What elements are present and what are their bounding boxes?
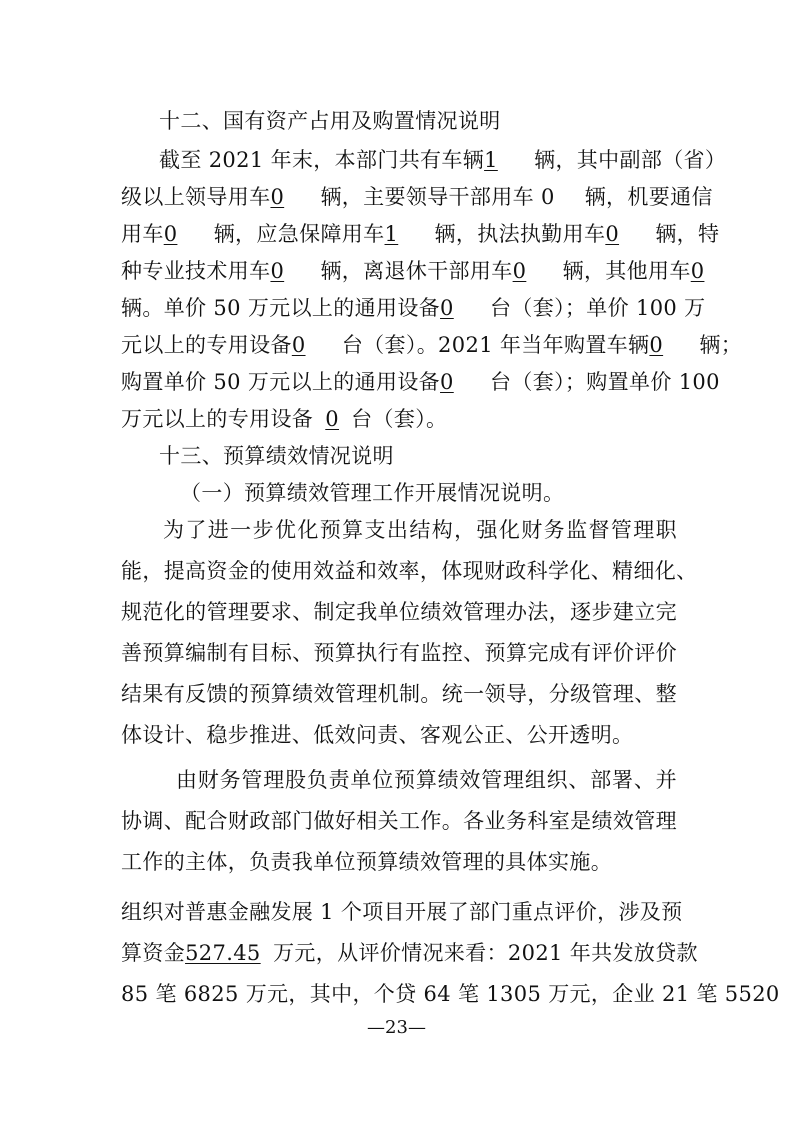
section-12-line-3 [121,219,720,249]
text: 辆，主要领导干部用车 0 [320,185,555,209]
text: 台（套）；购置单价 100 [490,370,720,394]
underlined-value: 0 [512,259,527,283]
underlined-value: 1 [484,148,498,172]
paragraph-3-line-2 [121,938,698,968]
paragraph-2-line-1: 由财务管理股负责单位预算绩效管理组织、部署、并 [176,768,677,792]
subheading-text: （一）预算绩效管理工作开展情况说明。 [180,481,565,505]
paragraph-1-line-4: 善预算编制有目标、预算执行有监控、预算完成有评价评价 [121,641,677,665]
section-13-heading [159,441,715,471]
paragraph-2-line-3: 工作的主体，负责我单位预算绩效管理的具体实施。 [121,850,613,874]
underlined-value: 0 [690,259,705,283]
underlined-value: 0 [291,333,306,357]
section-12-line-6 [121,330,743,360]
text: 辆，执法执勤用车 [434,222,606,246]
text: 台（套）。 [351,407,448,431]
text: 截至 2021 年末，本部门共有车辆 [159,148,485,172]
underlined-value: 0 [270,185,285,209]
section-12-line-5 [121,293,706,323]
text: 购置单价 50 万元以上的通用设备 [121,370,441,394]
heading-text: 十二、国有资产占用及购置情况说明 [159,109,501,133]
underlined-value: 1 [384,222,399,246]
text: 辆，离退休干部用车 [320,259,513,283]
text: 台（套）；单价 100 万 [490,296,706,320]
paragraph-1-line-3: 规范化的管理要求、制定我单位绩效管理办法，逐步建立完 [121,600,677,624]
section-13-subheading [180,478,736,508]
text: 辆，应急保障用车 [213,222,385,246]
text: 种专业技术用车 [121,259,271,283]
heading-text: 十三、预算绩效情况说明 [159,444,394,468]
text: 级以上领导用车 [121,185,271,209]
section-12-line-2 [121,182,713,212]
text: 台（套）。2021 年当年购置车辆 [341,333,650,357]
text: 辆，其他用车 [562,259,691,283]
paragraph-1-line-1: 为了进一步优化预算支出结构，强化财务监督管理职 [163,518,677,542]
paragraph-1-line-2: 能，提高资金的使用效益和效率，体现财政科学化、精细化、 [121,559,698,583]
text: 辆； [699,333,743,357]
text: 万元，从评价情况来看：2021 年共发放贷款 [273,941,698,965]
underlined-value: 0 [270,259,285,283]
text: 算资金 [121,941,186,965]
text: 用车 [121,222,164,246]
underlined-value: 0 [605,222,620,246]
paragraph-1-line-6: 体设计、稳步推进、低效问责、客观公正、公开透明。 [121,723,634,747]
page-number: —23— [367,1017,426,1038]
paragraph-3-line-3: 85 笔 6825 万元，其中，个贷 64 笔 1305 万元，企业 21 笔 5520 [121,982,780,1006]
text: 辆，其中副部（省） [534,148,727,172]
section-12-heading [159,106,715,136]
underlined-value: 0 [163,222,178,246]
text: 元以上的专用设备 [121,333,292,357]
section-12-line-8 [121,404,677,434]
underlined-value: 0 [649,333,664,357]
text: 辆，机要通信 [584,185,713,209]
paragraph-1-line-5: 结果有反馈的预算绩效管理机制。统一领导，分级管理、整 [121,682,677,706]
underlined-value: 0 [440,370,454,394]
text: 辆。单价 50 万元以上的通用设备 [121,296,441,320]
section-12-line-1 [159,145,727,175]
section-12-line-4 [121,256,705,286]
underlined-value: 0 [440,296,454,320]
text: 万元以上的专用设备 [121,407,314,431]
paragraph-3-line-1: 组织对普惠金融发展 1 个项目开展了部门重点评价，涉及预 [121,900,683,924]
text: 辆，特 [655,222,720,246]
underlined-value: 0 [325,407,340,431]
underlined-amount: 527.45 [185,941,261,965]
section-12-line-7 [121,367,720,397]
paragraph-2-line-2: 协调、配合财政部门做好相关工作。各业务科室是绩效管理 [121,809,677,833]
